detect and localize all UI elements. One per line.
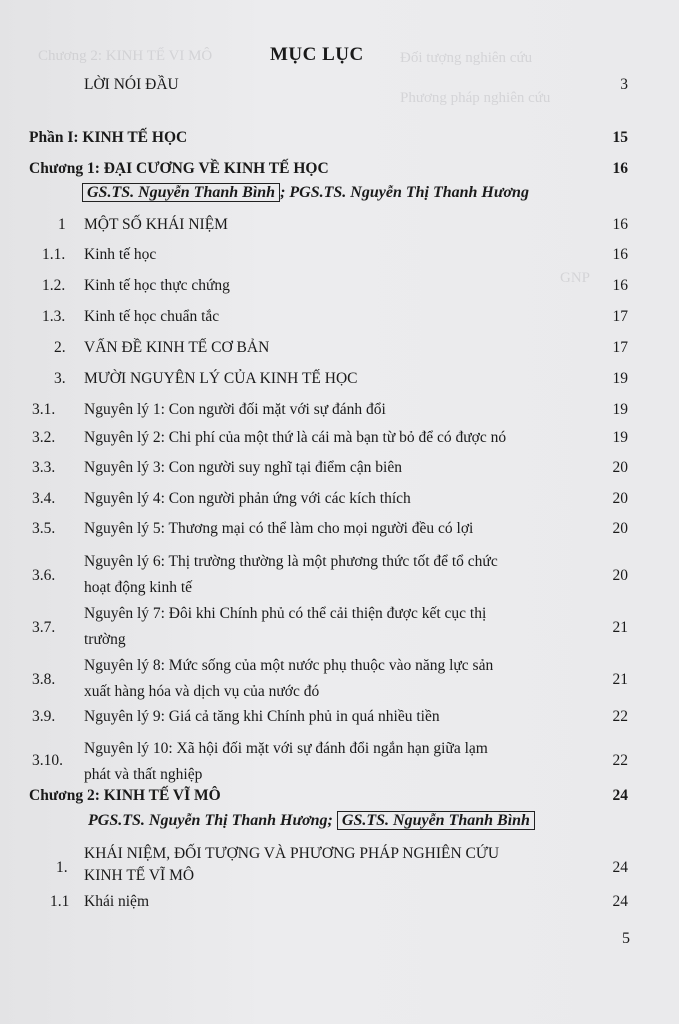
chapter-1-authors: GS.TS. Nguyễn Thanh Bình ; PGS.TS. Nguyễn Thị Thanh Hương xyxy=(82,184,529,202)
page-title: MỤC LỤC xyxy=(270,44,364,65)
author-boxed: GS.TS. Nguyễn Thanh Bình xyxy=(82,183,280,202)
bleed-through-text: Phương pháp nghiên cứu xyxy=(400,90,551,106)
page-number: 5 xyxy=(622,930,630,947)
chapter-2-authors: PGS.TS. Nguyễn Thị Thanh Hương; GS.TS. Nguyễn Thanh Bình xyxy=(88,812,535,830)
bleed-through-text: Đối tượng nghiên cứu xyxy=(400,50,533,66)
author-boxed: GS.TS. Nguyễn Thanh Bình xyxy=(337,811,535,830)
page: Chương 2: KINH TẾ VI MÔ Đối tượng nghiên cứu Phương pháp nghiên cứu GNP MỤC LỤC LỜI NÓI ĐẦU 3 Phần I: KINH TẾ HỌC 15 Chương 1: ĐẠI CƯƠNG VỀ KINH TẾ HỌC 16 GS.TS. Nguyễn Thanh Bình ; PGS.TS. Nguyễn Thị Thanh Hương 1 MỘT SỐ KHÁI NIỆM 16 1.1. Kinh tế học 16 1.2. Kinh tế học thực chứng 16 1.3. Kinh tế học chuẩn tắc 17 2. VẤN ĐỀ KINH TẾ CƠ BẢN 17 3. MƯỜI NGUYÊN LÝ CỦA KINH TẾ HỌC 19 3.1. Nguyên lý 1: Con người đối mặt với sự đánh đổi 19 3.2. Nguyên lý 2: Chi phí của một thứ là cái mà bạn từ bỏ để có được nó 19 3.3. Nguyên lý 3: Con người suy nghĩ tại điểm cận biên 20 3.4. Nguyên lý 4: Con người phản ứng với các kích thích 20 3.5. Nguyên lý 5: Thương mại có thể làm cho mọi người đều có lợi 20 3.6. Nguyên lý 6: Thị trường thường là một phương thức tốt để tổ chức hoạt động kinh tế 20 3.7. Nguyên lý 7: Đôi khi Chính phủ có thể cải thiện được kết cục thị trường 21 3.8. Nguyên lý 8: Mức sống của một nước phụ thuộc vào năng lực sản xuất hàng hóa và dịch vụ của nước đó 21 3.9. Nguyên lý 9: Giá cả tăng khi Chính phủ in quá nhiều tiền 22 3.10. Nguyên lý 10: Xã hội đối mặt với sự đánh đổi ngắn hạn giữa lạm phát và thất nghiệp 22 Chương 2: KINH TẾ VĨ MÔ 24 PGS.TS. Nguyễn Thị Thanh Hương; GS.TS. Nguyễn Thanh Bình 1. KHÁI NIỆM, ĐỐI TƯỢNG VÀ PHƯƠNG PHÁP NGHIÊN CỨU KINH TẾ VĨ MÔ 24 1.1 Khái niệm 24 5 xyxy=(0,0,679,1024)
bleed-through-text: GNP xyxy=(560,270,591,286)
bleed-through-text: Chương 2: KINH TẾ VI MÔ xyxy=(38,48,213,64)
